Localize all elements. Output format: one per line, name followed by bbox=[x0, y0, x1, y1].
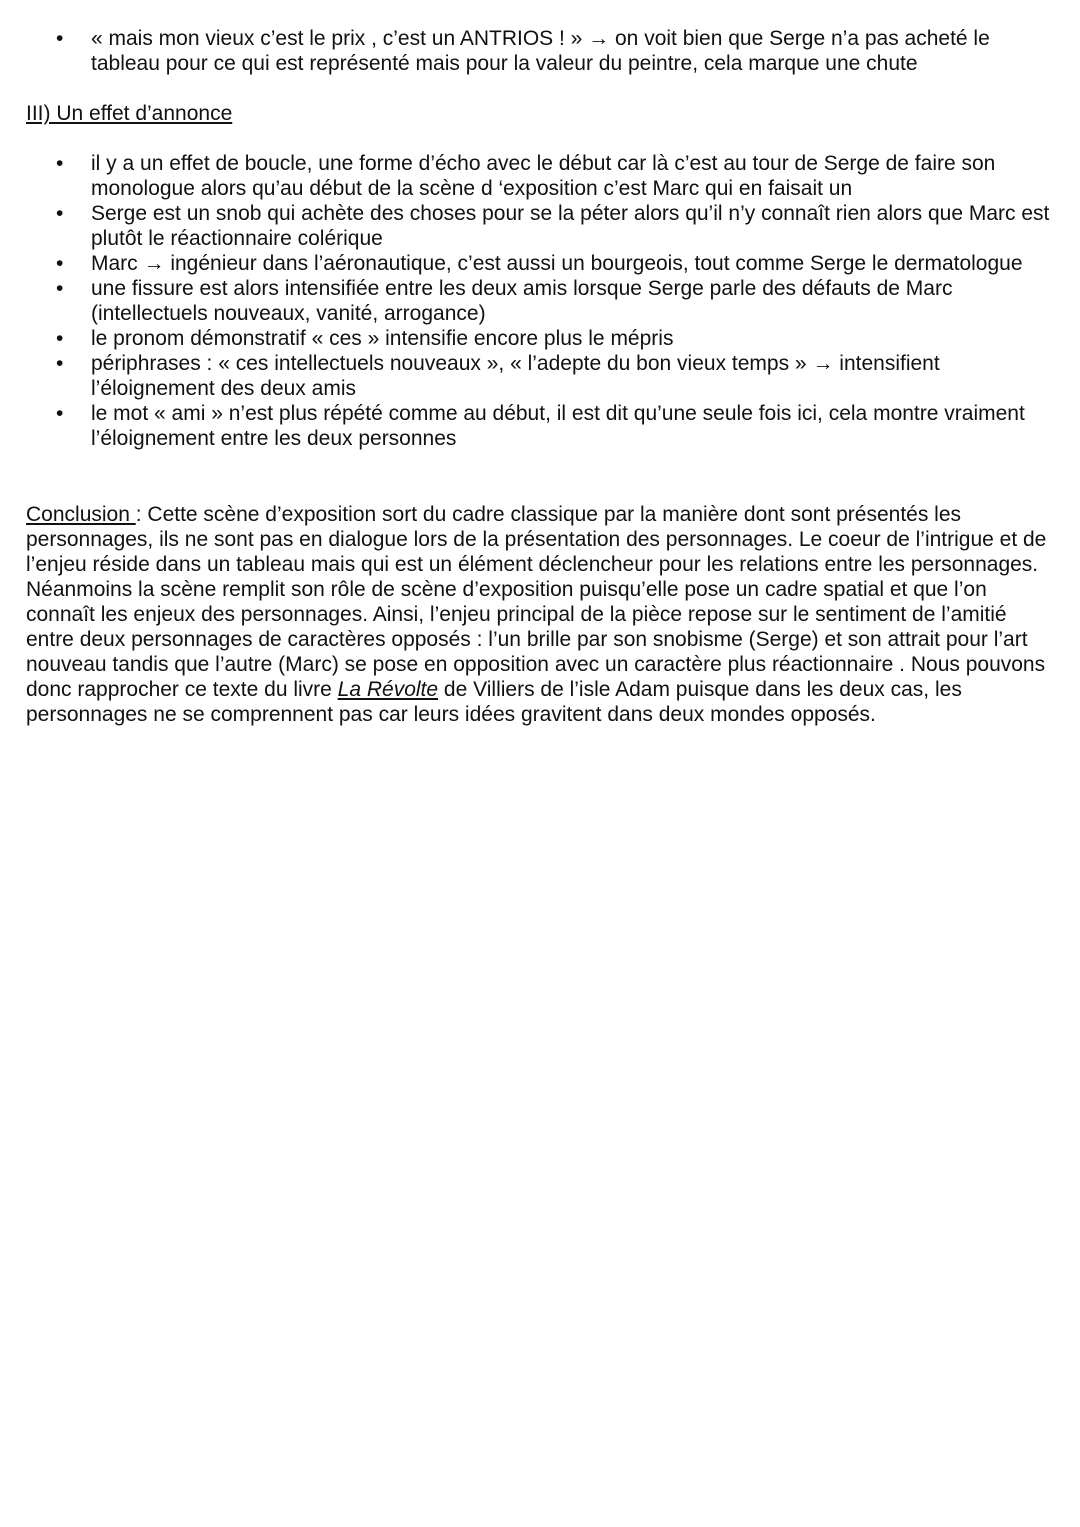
list-item-text: Marc → ingénieur dans l’aéronautique, c’est aussi un bourgeois, tout comme Serge le dermatologue bbox=[91, 252, 1023, 275]
section-bullet-list bbox=[0, 151, 1080, 451]
bullet-marker: • bbox=[56, 277, 64, 300]
list-item-text: « mais mon vieux c’est le prix , c’est un ANTRIOS ! » → on voit bien que Serge n’a pas acheté le tableau pour ce qui est représenté mais pour la valeur du peintre, cela marque une chute bbox=[91, 27, 990, 75]
bullet-marker: • bbox=[56, 152, 64, 175]
list-item bbox=[0, 251, 1080, 276]
conclusion-text-end: de Villiers de l’isle Adam puisque dans les deux cas, les personnages ne se comprennent pas car leurs idées gravitent dans deux mondes opposés. bbox=[26, 678, 962, 726]
bullet-marker: • bbox=[56, 402, 64, 425]
conclusion-paragraph bbox=[26, 502, 1060, 727]
list-item-text: une fissure est alors intensifiée entre les deux amis lorsque Serge parle des défauts de Marc (intellectuels nouveaux, vanité, arrogance) bbox=[91, 277, 953, 325]
bullet-marker: • bbox=[56, 202, 64, 225]
bullet-marker: • bbox=[56, 27, 64, 50]
list-item-text: le pronom démonstratif « ces » intensifie encore plus le mépris bbox=[91, 327, 674, 350]
list-item bbox=[0, 401, 1080, 451]
book-title: La Révolte bbox=[337, 678, 439, 701]
list-item bbox=[0, 201, 1080, 251]
section-heading: III) Un effet d’annonce bbox=[26, 102, 233, 125]
list-item bbox=[0, 151, 1080, 201]
list-item bbox=[0, 26, 1080, 76]
list-item-text: périphrases : « ces intellectuels nouveaux », « l’adepte du bon vieux temps » → intensifient l’éloignement des deux amis bbox=[91, 352, 940, 400]
bullet-marker: • bbox=[56, 352, 64, 375]
list-item bbox=[0, 351, 1080, 401]
bullet-marker: • bbox=[56, 327, 64, 350]
list-item-text: il y a un effet de boucle, une forme d’écho avec le début car là c’est au tour de Serge de faire son monologue alors qu’au début de la scène d ‘exposition c’est Marc qui en faisait un bbox=[91, 152, 996, 200]
list-item bbox=[0, 276, 1080, 326]
continued-bullet-list bbox=[0, 26, 1080, 76]
bullet-marker: • bbox=[56, 252, 64, 275]
conclusion-label: Conclusion bbox=[26, 503, 136, 526]
list-item-text: le mot « ami » n’est plus répété comme au début, il est dit qu’une seule fois ici, cela montre vraiment l’éloignement entre les deux personnes bbox=[91, 402, 1025, 450]
list-item bbox=[0, 326, 1080, 351]
list-item-text: Serge est un snob qui achète des choses pour se la péter alors qu’il n’y connaît rien alors que Marc est plutôt le réactionnaire colérique bbox=[91, 202, 1050, 250]
conclusion-text-start: : Cette scène d’exposition sort du cadre classique par la manière dont sont présentés les personnages, ils ne sont pas en dialogue lors de la présentation des personnages. Le coeur de l’intrigue et de l’enjeu réside dans un tableau mais qui est un élément déclencheur pour les relations entre les personnages. Néanmoins la scène remplit son rôle de scène d’exposition puisqu’elle pose un cadre spatial et que l’on connaît les enjeux des personnages. Ainsi, l’enjeu principal de la pièce repose sur le sentiment de l’amitié entre deux personnages de caractères opposés : l’un brille par son snobisme (Serge) et son attrait pour l’art nouveau tandis que l’autre (Marc) se pose en opposition avec un caractère plus réactionnaire . Nous pouvons donc rapprocher ce texte du livre bbox=[26, 503, 1047, 701]
